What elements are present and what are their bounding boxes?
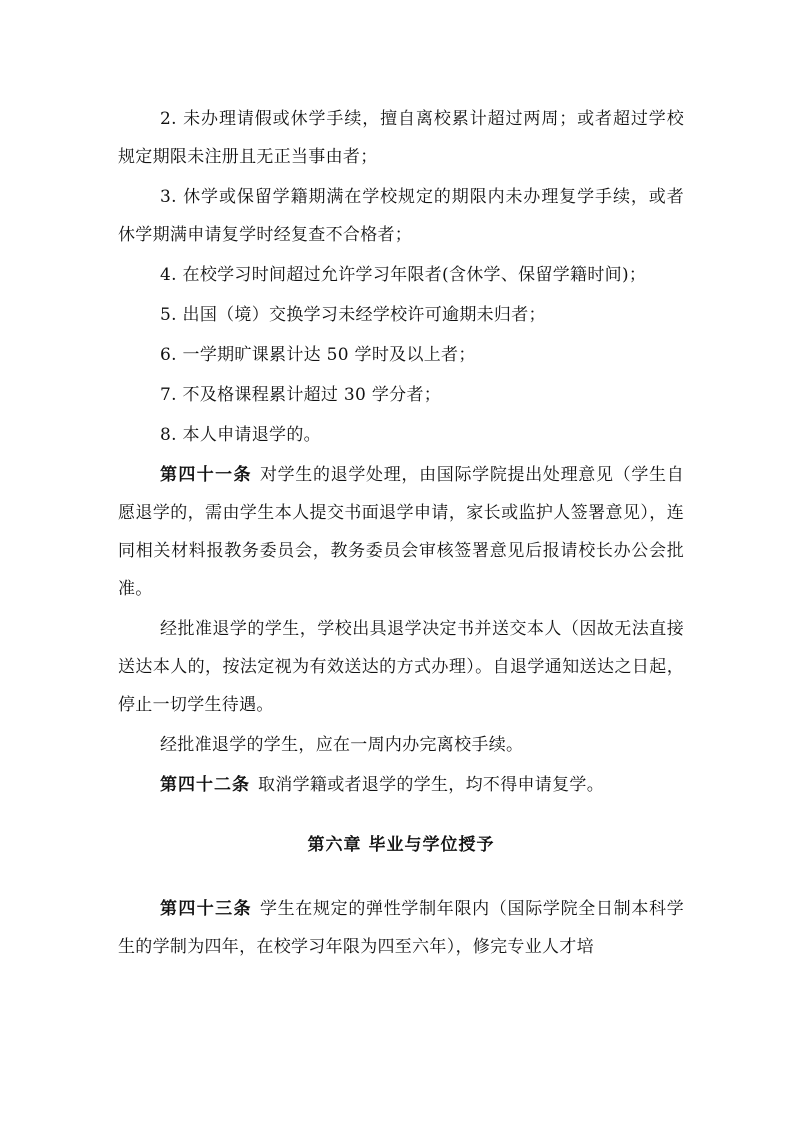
item-5: 5. 出国（境）交换学习未经学校许可逾期未归者；: [160, 305, 546, 325]
item-6: 6. 一学期旷课累计达 50 学时及以上者；: [160, 345, 476, 365]
item-7: 7. 不及格课程累计超过 30 学分者；: [160, 385, 442, 405]
chapter-title: 第六章 毕业与学位授予: [307, 835, 495, 855]
article-42-label: 第四十二条: [160, 775, 250, 795]
document-body: [118, 100, 684, 966]
article-43-text: 学生在规定的弹性学制年限内（国际学院全日制本科学生的学制为四年，在校学习年限为四至六年），修完专业人才培: [118, 899, 685, 957]
article-43: [118, 890, 684, 966]
article-43-label: 第四十三条: [160, 899, 252, 919]
article-41-label: 第四十一条: [160, 465, 252, 485]
article-42: [118, 766, 684, 804]
article-42-text: 取消学籍或者退学的学生，均不得申请复学。: [258, 775, 604, 795]
item-8: 8. 本人申请退学的。: [160, 425, 321, 445]
item-4: 4. 在校学习时间超过允许学习年限者(含休学、保留学籍时间)；: [160, 265, 647, 285]
article-41: [118, 456, 684, 608]
article-41-text: 对学生的退学处理，由国际学院提出处理意见（学生自愿退学的，需由学生本人提交书面退学申请，家长或监护人签署意见），连同相关材料报教务委员会，教务委员会审核签署意见后报请校长办公会批准。: [118, 465, 685, 599]
paragraph-withdrawal-notice: 经批准退学的学生，学校出具退学决定书并送交本人（因故无法直接送达本人的，按法定视为有效送达的方式办理）。自退学通知送达之日起，停止一切学生待遇。: [118, 619, 684, 715]
item-3: 3. 休学或保留学籍期满在学校规定的期限内未办理复学手续，或者休学期满申请复学时经复查不合格者；: [118, 187, 684, 245]
paragraph-leave-procedure: 经批准退学的学生，应在一周内办完离校手续。: [160, 735, 524, 755]
item-2: 2. 未办理请假或休学手续，擅自离校累计超过两周；或者超过学校规定期限未注册且无正当事由者；: [118, 109, 684, 167]
